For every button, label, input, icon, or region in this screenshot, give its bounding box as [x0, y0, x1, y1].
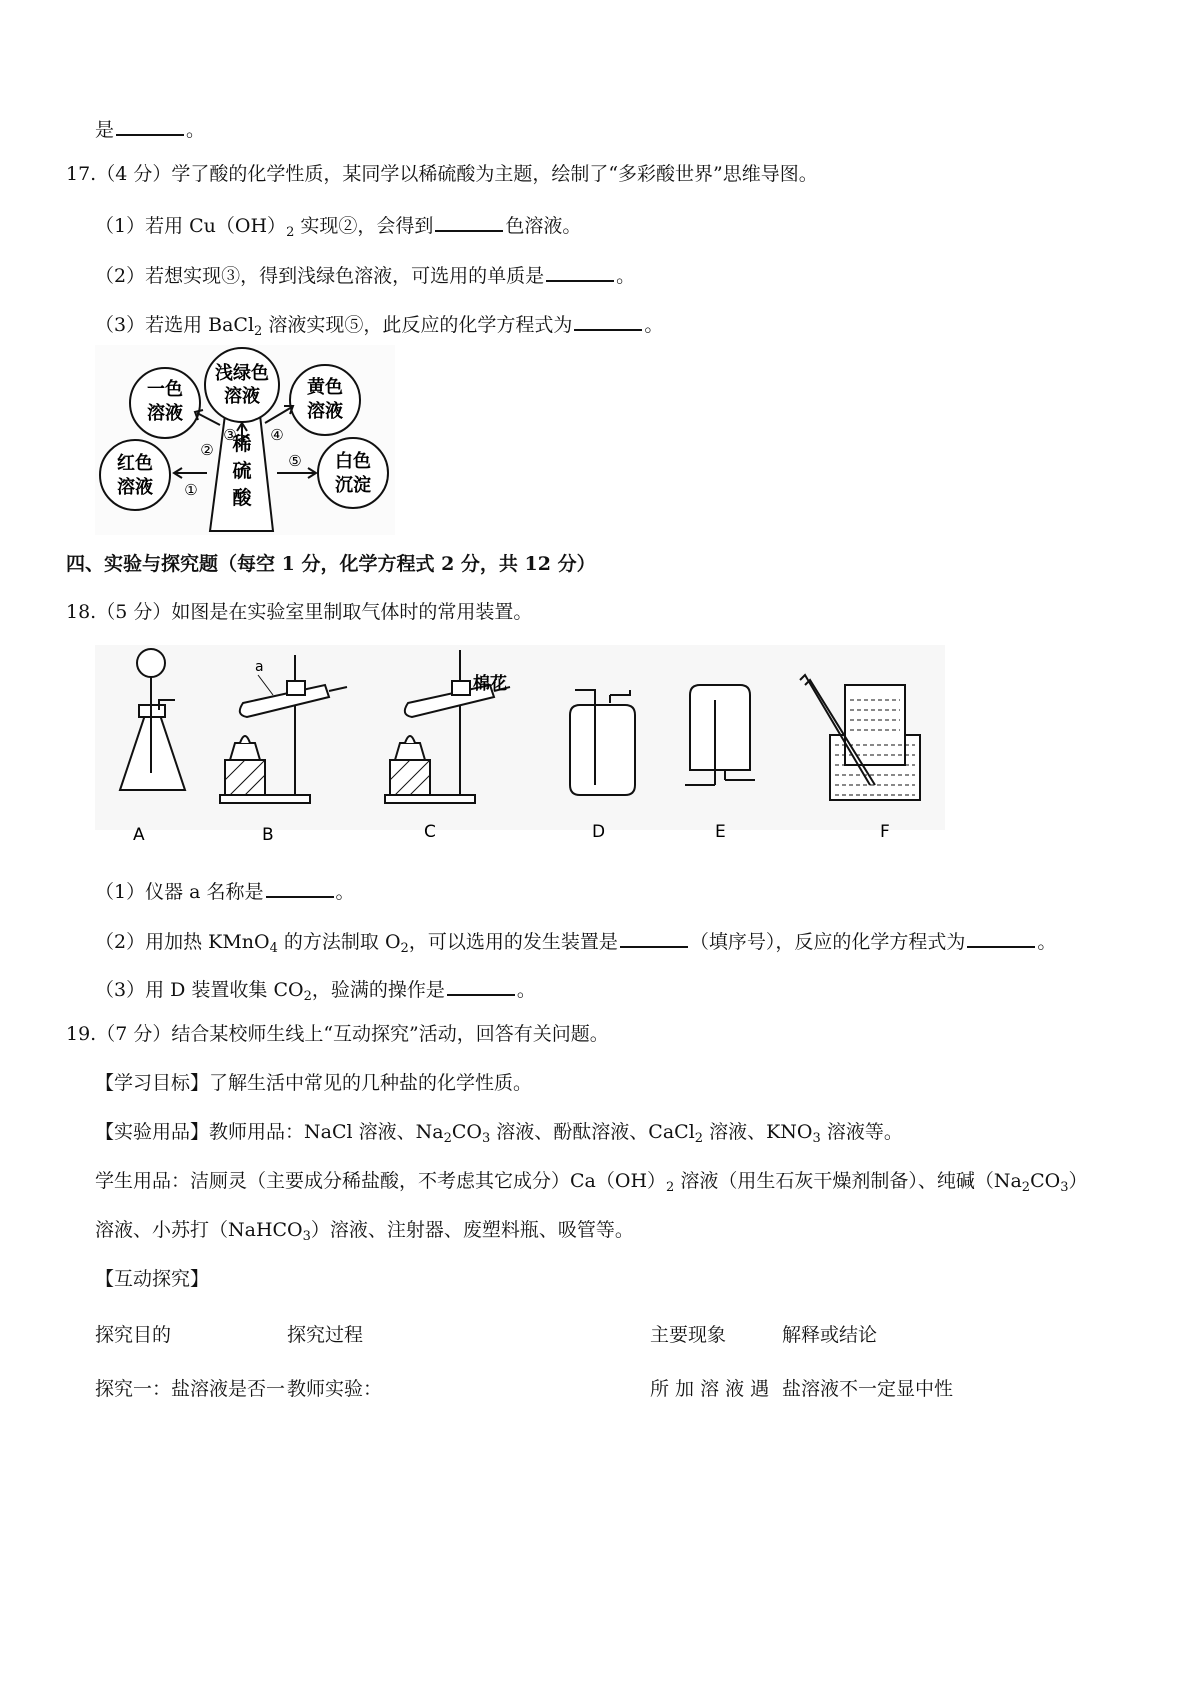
arrow-2-label: ② — [200, 441, 214, 459]
center-char-3: 酸 — [232, 487, 252, 509]
answer-blank[interactable] — [967, 928, 1035, 948]
subscript: 4 — [269, 941, 278, 956]
label-B: B — [262, 825, 274, 845]
text: ，验满的操作是 — [311, 979, 445, 1001]
subscript: 2 — [1021, 1180, 1031, 1195]
text: 溶液（用生石灰干燥剂制备）、纯碱（Na — [674, 1170, 1022, 1192]
answer-blank[interactable] — [266, 878, 334, 898]
q19-student-items-1 — [95, 1172, 1088, 1194]
q17-stem: 17.（4 分）学了酸的化学性质，某同学以稀硫酸为主题，绘制了“多彩酸世界”思维导图。 — [66, 163, 818, 185]
text: ，可以选用的发生装置是 — [408, 931, 618, 953]
table-header-conclusion: 解释或结论 — [782, 1324, 878, 1346]
circle5-line1: 白色 — [335, 451, 371, 472]
circle1-line1: 一色 — [147, 379, 183, 400]
circle2-line2: 溶液 — [224, 386, 260, 407]
q19-interactive-heading: 【互动探究】 — [95, 1268, 210, 1290]
table-header-process: 探究过程 — [287, 1324, 364, 1346]
text: 。 — [1037, 931, 1057, 953]
text: 溶液实现⑤，此反应的化学方程式为 — [262, 314, 573, 336]
text: 。 — [516, 979, 536, 1001]
answer-blank[interactable] — [447, 976, 515, 996]
circle2-line1: 浅绿色 — [215, 363, 269, 384]
subscript: 2 — [286, 225, 295, 240]
text: ） — [1068, 1170, 1088, 1192]
text: （1）若用 Cu（OH） — [95, 215, 287, 237]
arrow-5-label: ⑤ — [288, 452, 302, 470]
label-F: F — [880, 822, 890, 842]
arrow-1-label: ① — [184, 481, 198, 499]
circle3-line2: 溶液 — [307, 401, 343, 422]
text: 溶液等。 — [820, 1121, 903, 1143]
subscript: 3 — [812, 1131, 821, 1146]
text: 实现②，会得到 — [294, 215, 434, 237]
circle4-line1: 红色 — [117, 453, 153, 474]
text: 溶液、小苏打（NaHCO — [95, 1219, 303, 1241]
table-cell-purpose: 探究一：盐溶液是否一 — [95, 1378, 286, 1400]
subscript: 2 — [254, 324, 263, 339]
subscript: 3 — [481, 1131, 491, 1146]
table-cell-phenomenon: 所 加 溶 液 遇 — [650, 1378, 770, 1400]
acid-mind-map — [95, 345, 395, 535]
text: ）溶液、注射器、废塑料瓶、吸管等。 — [310, 1219, 634, 1241]
text: 是 — [95, 119, 115, 141]
subscript: 2 — [443, 1131, 452, 1146]
subscript: 2 — [400, 941, 409, 956]
q18-stem: 18.（5 分）如图是在实验室里制取气体时的常用装置。 — [66, 601, 533, 623]
table-cell-process: 教师实验： — [287, 1378, 383, 1400]
answer-blank[interactable] — [435, 212, 503, 232]
center-char-1: 稀 — [232, 433, 252, 455]
table-cell-conclusion: 盐溶液不一定显中性 — [782, 1378, 954, 1400]
answer-blank[interactable] — [574, 311, 642, 331]
text: （3）若选用 BaCl — [95, 314, 255, 336]
section-title: 四、实验与探究题（每空 1 分，化学方程式 2 分，共 12 分） — [66, 553, 596, 575]
q18-part3 — [95, 976, 536, 1003]
q18-part1 — [95, 878, 355, 902]
circle5-line2: 沉淀 — [335, 475, 371, 496]
lab-apparatus-figure — [95, 645, 945, 845]
text: （2）用加热 KMnO — [95, 931, 270, 953]
text: 【实验用品】教师用品：NaCl 溶液、Na — [95, 1121, 444, 1143]
subscript: 2 — [694, 1131, 704, 1146]
text: 的方法制取 O — [277, 931, 401, 953]
subscript: 2 — [303, 989, 312, 1004]
q18-part2 — [95, 928, 1056, 955]
text: （1）仪器 a 名称是 — [95, 881, 264, 903]
q17-part1 — [95, 212, 581, 239]
subscript: 3 — [1060, 1180, 1069, 1195]
text: （填序号），反应的化学方程式为 — [689, 931, 966, 953]
text: 溶液、KNO — [703, 1121, 813, 1143]
table-header-phenomenon: 主要现象 — [650, 1324, 727, 1346]
text: （3）用 D 装置收集 CO — [95, 979, 304, 1001]
text: CO — [1030, 1170, 1061, 1192]
q19-student-items-2 — [95, 1221, 634, 1243]
text: （2）若想实现③，得到浅绿色溶液，可选用的单质是 — [95, 265, 545, 287]
circle3-line1: 黄色 — [307, 377, 343, 398]
arrow-3-label: ③ — [223, 426, 237, 444]
text: 学生用品：洁厕灵（主要成分稀盐酸，不考虑其它成分）Ca（OH） — [95, 1170, 667, 1192]
table-header-purpose: 探究目的 — [95, 1324, 172, 1346]
circle4-line2: 溶液 — [117, 477, 153, 498]
text: 。 — [644, 314, 664, 336]
q19-items — [95, 1123, 903, 1145]
label-a: a — [255, 659, 264, 675]
label-E: E — [715, 822, 726, 842]
label-cotton: 棉花 — [473, 674, 507, 694]
label-D: D — [592, 822, 606, 842]
answer-blank[interactable] — [546, 262, 614, 282]
circle1-line2: 溶液 — [147, 403, 183, 424]
subscript: 2 — [666, 1180, 675, 1195]
center-char-2: 硫 — [232, 460, 252, 482]
text: 色溶液。 — [505, 215, 582, 237]
text: 。 — [186, 119, 206, 141]
q17-part2 — [95, 262, 635, 286]
text: 。 — [335, 881, 355, 903]
subscript: 3 — [302, 1229, 311, 1244]
q19-stem: 19.（7 分）结合某校师生线上“互动探究”活动，回答有关问题。 — [66, 1023, 609, 1045]
label-C: C — [424, 822, 436, 842]
text: CO — [451, 1121, 482, 1143]
q17-part3 — [95, 311, 663, 338]
q19-goal: 【学习目标】了解生活中常见的几种盐的化学性质。 — [95, 1072, 533, 1094]
text: 。 — [616, 265, 636, 287]
text: 溶液、酚酞溶液、CaCl — [490, 1121, 695, 1143]
q16-answer-line — [95, 116, 205, 140]
arrow-4-label: ④ — [270, 426, 284, 444]
answer-blank[interactable] — [116, 116, 184, 136]
label-A: A — [133, 825, 145, 845]
answer-blank[interactable] — [620, 928, 688, 948]
